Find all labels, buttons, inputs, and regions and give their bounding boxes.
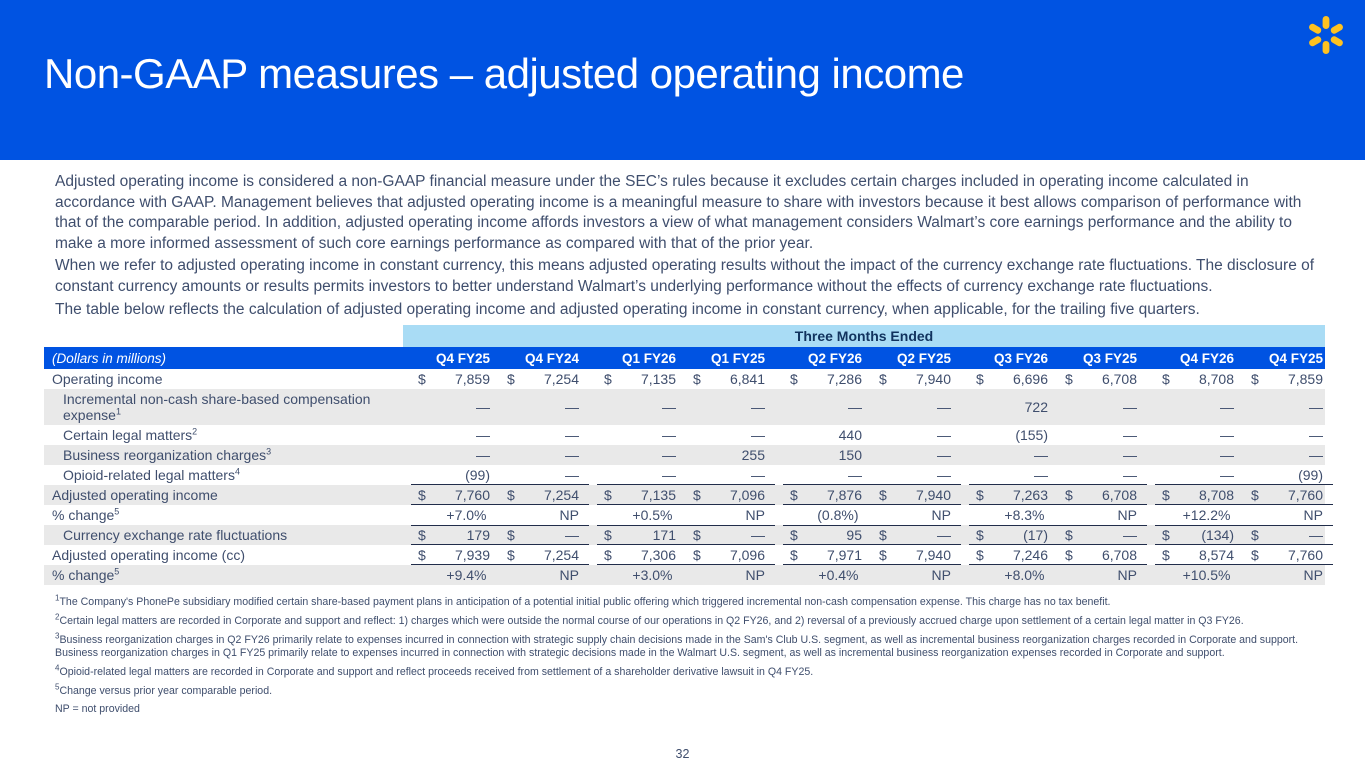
value-group — [783, 369, 961, 389]
value-cell: — — [937, 466, 951, 483]
value-cell: 255 — [741, 447, 765, 464]
value-group — [969, 505, 1147, 525]
footnote — [55, 631, 1320, 661]
value-group — [411, 389, 589, 425]
value-group — [969, 545, 1147, 565]
row-label: Business reorganization charges$^3$ — [63, 446, 272, 464]
value-cell: $ 7,254 — [507, 371, 579, 388]
table-row — [44, 425, 1325, 445]
table-row — [44, 525, 1325, 545]
value-group — [969, 565, 1147, 585]
value-group — [969, 525, 1147, 545]
value-group — [411, 565, 589, 585]
value-group — [597, 425, 775, 445]
value-group — [1155, 389, 1333, 425]
value-cell: — — [937, 427, 951, 444]
value-cell: $ 6,708 — [1065, 371, 1137, 388]
footnote — [55, 593, 1320, 609]
value-cell: — — [937, 399, 951, 416]
value-cell: (0.8%) — [817, 507, 859, 524]
value-group — [969, 425, 1147, 445]
value-cell: NP — [745, 567, 765, 584]
value-cell: 440 — [838, 427, 862, 444]
value-group — [783, 485, 961, 505]
footnote — [55, 663, 1320, 679]
value-group — [783, 465, 961, 485]
value-cell: — — [662, 427, 676, 444]
value-cell: — — [1309, 447, 1323, 464]
value-cell: $ — — [1065, 527, 1137, 544]
value-cell: +9.4% — [446, 567, 487, 584]
value-group — [969, 485, 1147, 505]
value-cell: $ 7,096 — [693, 486, 765, 503]
table-row — [44, 369, 1325, 389]
value-cell: $ 6,841 — [693, 371, 765, 388]
column-header: Q4 FY26 — [1179, 350, 1234, 366]
footnote-text: Opioid-related legal matters are recorded in Corporate and support and reflect proceeds received from settlement of a shareholder derivative lawsuit in Q4 FY25. — [59, 665, 814, 678]
value-cell: $ 7,306 — [604, 546, 676, 563]
value-cell: — — [565, 427, 579, 444]
value-cell: — — [565, 399, 579, 416]
value-cell: +7.0% — [446, 507, 487, 524]
value-cell: $ 7,254 — [507, 546, 579, 563]
column-header: Q4 FY25 — [1268, 350, 1323, 366]
value-group — [783, 445, 961, 465]
value-cell: NP — [745, 507, 765, 524]
banner-spacer — [44, 325, 403, 347]
value-cell: $ 6,708 — [1065, 546, 1137, 563]
header-quarter-group — [597, 347, 775, 369]
value-group — [969, 389, 1147, 425]
value-cell: NP — [931, 507, 951, 524]
value-cell: $ — — [1251, 527, 1323, 544]
value-cell: — — [751, 399, 765, 416]
body-paragraph: When we refer to adjusted operating income in constant currency, this means adjusted operating results without the impact of the currency exchange rate fluctuations. The disclosure of constant currency amounts or results permits investors to better understand Walmart’s underlying performance without the effects of currency exchange rate fluctuations. — [55, 257, 1315, 295]
row-label: Incremental non-cash share-based compensation expense$^1$ — [63, 391, 371, 424]
value-group — [597, 565, 775, 585]
value-cell: — — [1220, 427, 1234, 444]
value-cell: NP — [1117, 507, 1137, 524]
adjusted-operating-income-table — [44, 325, 1325, 585]
value-cell: +0.4% — [818, 567, 859, 584]
value-cell: $ 6,708 — [1065, 486, 1137, 503]
value-group — [597, 525, 775, 545]
footnote-text: Change versus prior year comparable period. — [59, 684, 273, 697]
value-cell: NP — [559, 507, 579, 524]
table-row — [44, 565, 1325, 585]
value-group — [597, 505, 775, 525]
value-cell: (99) — [465, 466, 490, 483]
value-group — [783, 389, 961, 425]
column-header: Q2 FY26 — [807, 350, 862, 366]
value-cell: $ 171 — [604, 527, 676, 544]
value-cell: +3.0% — [632, 567, 673, 584]
value-cell: $ 6,696 — [976, 371, 1048, 388]
table-row — [44, 545, 1325, 565]
row-label: Operating income — [52, 371, 163, 388]
value-cell: — — [1309, 427, 1323, 444]
value-cell: $ — — [693, 527, 765, 544]
footnote — [55, 612, 1320, 628]
value-group — [411, 525, 589, 545]
value-cell: $ 7,859 — [1251, 371, 1323, 388]
value-group — [411, 545, 589, 565]
table-first-column-header: (Dollars in millions) — [52, 350, 167, 366]
value-group — [597, 369, 775, 389]
value-cell: +8.3% — [1004, 507, 1045, 524]
value-group — [1155, 369, 1333, 389]
value-cell: — — [751, 466, 765, 483]
footnote-marker: 2 — [55, 612, 60, 622]
value-group — [783, 425, 961, 445]
value-cell: $ 7,876 — [790, 486, 862, 503]
header-quarter-group — [1155, 347, 1333, 369]
value-cell: — — [1220, 399, 1234, 416]
value-group — [1155, 425, 1333, 445]
header-band — [0, 0, 1365, 160]
value-cell: +12.2% — [1182, 507, 1231, 524]
value-group — [597, 389, 775, 425]
column-header: Q4 FY24 — [524, 350, 579, 366]
table-row — [44, 505, 1325, 525]
value-cell: — — [662, 466, 676, 483]
value-cell: — — [476, 427, 490, 444]
footnote-text: The Company's PhonePe subsidiary modified certain share-based payment plans in anticipation of a potential initial public offering which triggered incremental non-cash compensation expense. This charge has no tax benefit. — [59, 596, 1111, 609]
value-cell: (99) — [1298, 466, 1323, 483]
value-cell: $ 7,254 — [507, 486, 579, 503]
footnote-text: NP = not provided — [55, 703, 140, 716]
table-banner-row — [44, 325, 1325, 347]
value-cell: $ 7,940 — [879, 486, 951, 503]
value-cell: — — [1123, 466, 1137, 483]
footnote-marker: 4 — [55, 663, 60, 673]
value-group — [1155, 565, 1333, 585]
footnotes — [44, 593, 1320, 717]
body-paragraph: Adjusted operating income is considered a non-GAAP financial measure under the SEC’s rules because it excludes certain charges included in operating income calculated in accordance with GAAP. Management believes that adjusted operating income is a meaningful measure to share with investors because it best allows comparison of performance with that of the comparable period. In addition, adjusted operating income affords investors a view of what management considers Walmart’s core earnings performance and the ability to make a more informed assessment of such core earnings performance as compared with that of the prior year. — [55, 173, 1302, 252]
value-group — [597, 545, 775, 565]
value-group — [783, 565, 961, 585]
value-group — [597, 445, 775, 465]
value-cell: $ 7,971 — [790, 546, 862, 563]
table-row — [44, 485, 1325, 505]
header-quarter-group — [411, 347, 589, 369]
value-cell: $ 7,286 — [790, 371, 862, 388]
row-label: Currency exchange rate fluctuations — [63, 527, 288, 544]
value-cell: $ 7,135 — [604, 371, 676, 388]
value-group — [1155, 525, 1333, 545]
value-cell: — — [751, 427, 765, 444]
page-number: 32 — [675, 747, 690, 761]
table-row — [44, 465, 1325, 485]
value-cell: $ 7,760 — [1251, 546, 1323, 563]
value-cell: +8.0% — [1004, 567, 1045, 584]
row-label: % change$^5$ — [52, 506, 120, 524]
value-group — [783, 505, 961, 525]
value-group — [411, 505, 589, 525]
value-cell: — — [662, 447, 676, 464]
value-cell: — — [565, 466, 579, 483]
value-cell: $ 95 — [790, 527, 862, 544]
row-label: Certain legal matters$^2$ — [63, 426, 198, 444]
column-header: Q3 FY26 — [993, 350, 1048, 366]
value-cell: NP — [1303, 567, 1323, 584]
footnote — [55, 703, 1320, 716]
row-label: % change$^5$ — [52, 566, 120, 584]
value-cell: $ 7,940 — [879, 546, 951, 563]
value-group — [411, 465, 589, 485]
value-cell: +0.5% — [632, 507, 673, 524]
row-label: Opioid-related legal matters$^4$ — [63, 466, 240, 484]
value-cell: NP — [559, 567, 579, 584]
header-quarter-group — [783, 347, 961, 369]
value-cell: 150 — [838, 447, 862, 464]
value-group — [969, 369, 1147, 389]
footnote-text: Business reorganization charges in Q2 FY26 primarily relate to expenses incurred in connection with strategic supply chain decisions made in the Sam's Club U.S. segment, as well as incremental business reorganization charges recorded in Corporate and support. Business reorganization charges in Q1 FY25 primarily relate to expenses incurred in connection with strategic decisions made in the Walmart U.S. segment, as well as incremental business reorganization expenses recorded in Corporate and support. — [55, 633, 1299, 660]
value-group — [783, 545, 961, 565]
value-group — [1155, 445, 1333, 465]
value-cell: — — [937, 447, 951, 464]
footnote-marker: 1 — [55, 593, 60, 603]
page-title: Non-GAAP measures – adjusted operating income — [44, 50, 964, 97]
value-cell: — — [662, 399, 676, 416]
value-cell: — — [1220, 466, 1234, 483]
value-cell: — — [1034, 466, 1048, 483]
walmart-spark-icon — [1305, 14, 1347, 56]
value-group — [411, 369, 589, 389]
value-cell: — — [1309, 399, 1323, 416]
body-paragraph: The table below reflects the calculation of adjusted operating income and adjusted operating income in constant currency, when applicable, for the trailing five quarters. — [55, 300, 1200, 318]
value-cell: $ — — [879, 527, 951, 544]
slide-content — [44, 160, 1325, 722]
value-cell: $ 8,708 — [1162, 486, 1234, 503]
footnote-text: Certain legal matters are recorded in Corporate and support and reflect: 1) charges which were outside the normal course of our operations in Q2 FY26, and 2) reversal of a previously accrued charge upon settlement of a certain legal matter in Q3 FY26. — [59, 614, 1244, 627]
footnote-marker: 5 — [55, 682, 60, 692]
value-cell: $ 7,940 — [879, 371, 951, 388]
value-cell: $ (17) — [976, 527, 1048, 544]
value-group — [783, 525, 961, 545]
value-cell: — — [1220, 447, 1234, 464]
value-cell: NP — [931, 567, 951, 584]
value-group — [969, 465, 1147, 485]
table-row — [44, 445, 1325, 465]
value-group — [597, 485, 775, 505]
value-group — [411, 445, 589, 465]
value-cell: $ 7,263 — [976, 486, 1048, 503]
table-header-row — [44, 347, 1325, 369]
value-cell: $ 7,135 — [604, 486, 676, 503]
footnote-marker: 3 — [55, 631, 60, 641]
value-cell: $ 8,708 — [1162, 371, 1234, 388]
column-header: Q3 FY25 — [1082, 350, 1137, 366]
value-group — [411, 425, 589, 445]
value-cell: $ — — [507, 527, 579, 544]
column-header: Q1 FY26 — [621, 350, 676, 366]
value-cell: — — [476, 447, 490, 464]
value-group — [597, 465, 775, 485]
intro-paragraphs — [44, 160, 1325, 320]
value-cell: $ 7,096 — [693, 546, 765, 563]
value-cell: $ 7,760 — [1251, 486, 1323, 503]
row-label: Adjusted operating income — [52, 487, 218, 504]
column-header: Q2 FY25 — [896, 350, 951, 366]
value-group — [1155, 505, 1333, 525]
value-cell: — — [1034, 447, 1048, 464]
value-cell: — — [1123, 399, 1137, 416]
value-cell: NP — [1117, 567, 1137, 584]
value-group — [1155, 545, 1333, 565]
value-group — [1155, 485, 1333, 505]
value-group — [1155, 465, 1333, 485]
value-group — [969, 445, 1147, 465]
value-cell: — — [1123, 447, 1137, 464]
value-cell: — — [565, 447, 579, 464]
value-cell: $ 7,760 — [418, 486, 490, 503]
value-cell: NP — [1303, 507, 1323, 524]
footnote — [55, 682, 1320, 698]
value-cell: 722 — [1024, 399, 1048, 416]
value-cell: (155) — [1015, 427, 1048, 444]
table-row — [44, 389, 1325, 425]
column-header: Q4 FY25 — [435, 350, 490, 366]
row-label: Adjusted operating income (cc) — [52, 547, 245, 564]
value-cell: $ (134) — [1162, 527, 1234, 544]
value-cell: $ 7,246 — [976, 546, 1048, 563]
value-cell: +10.5% — [1182, 567, 1231, 584]
value-cell: $ 179 — [418, 527, 490, 544]
value-cell: $ 8,574 — [1162, 546, 1234, 563]
value-cell: $ 7,939 — [418, 546, 490, 563]
value-group — [411, 485, 589, 505]
value-cell: — — [848, 466, 862, 483]
header-quarter-group — [969, 347, 1147, 369]
column-header: Q1 FY25 — [710, 350, 765, 366]
table-banner: Three Months Ended — [403, 325, 1325, 347]
value-cell: — — [476, 399, 490, 416]
value-cell: — — [848, 399, 862, 416]
value-cell: — — [1123, 427, 1137, 444]
value-cell: $ 7,859 — [418, 371, 490, 388]
